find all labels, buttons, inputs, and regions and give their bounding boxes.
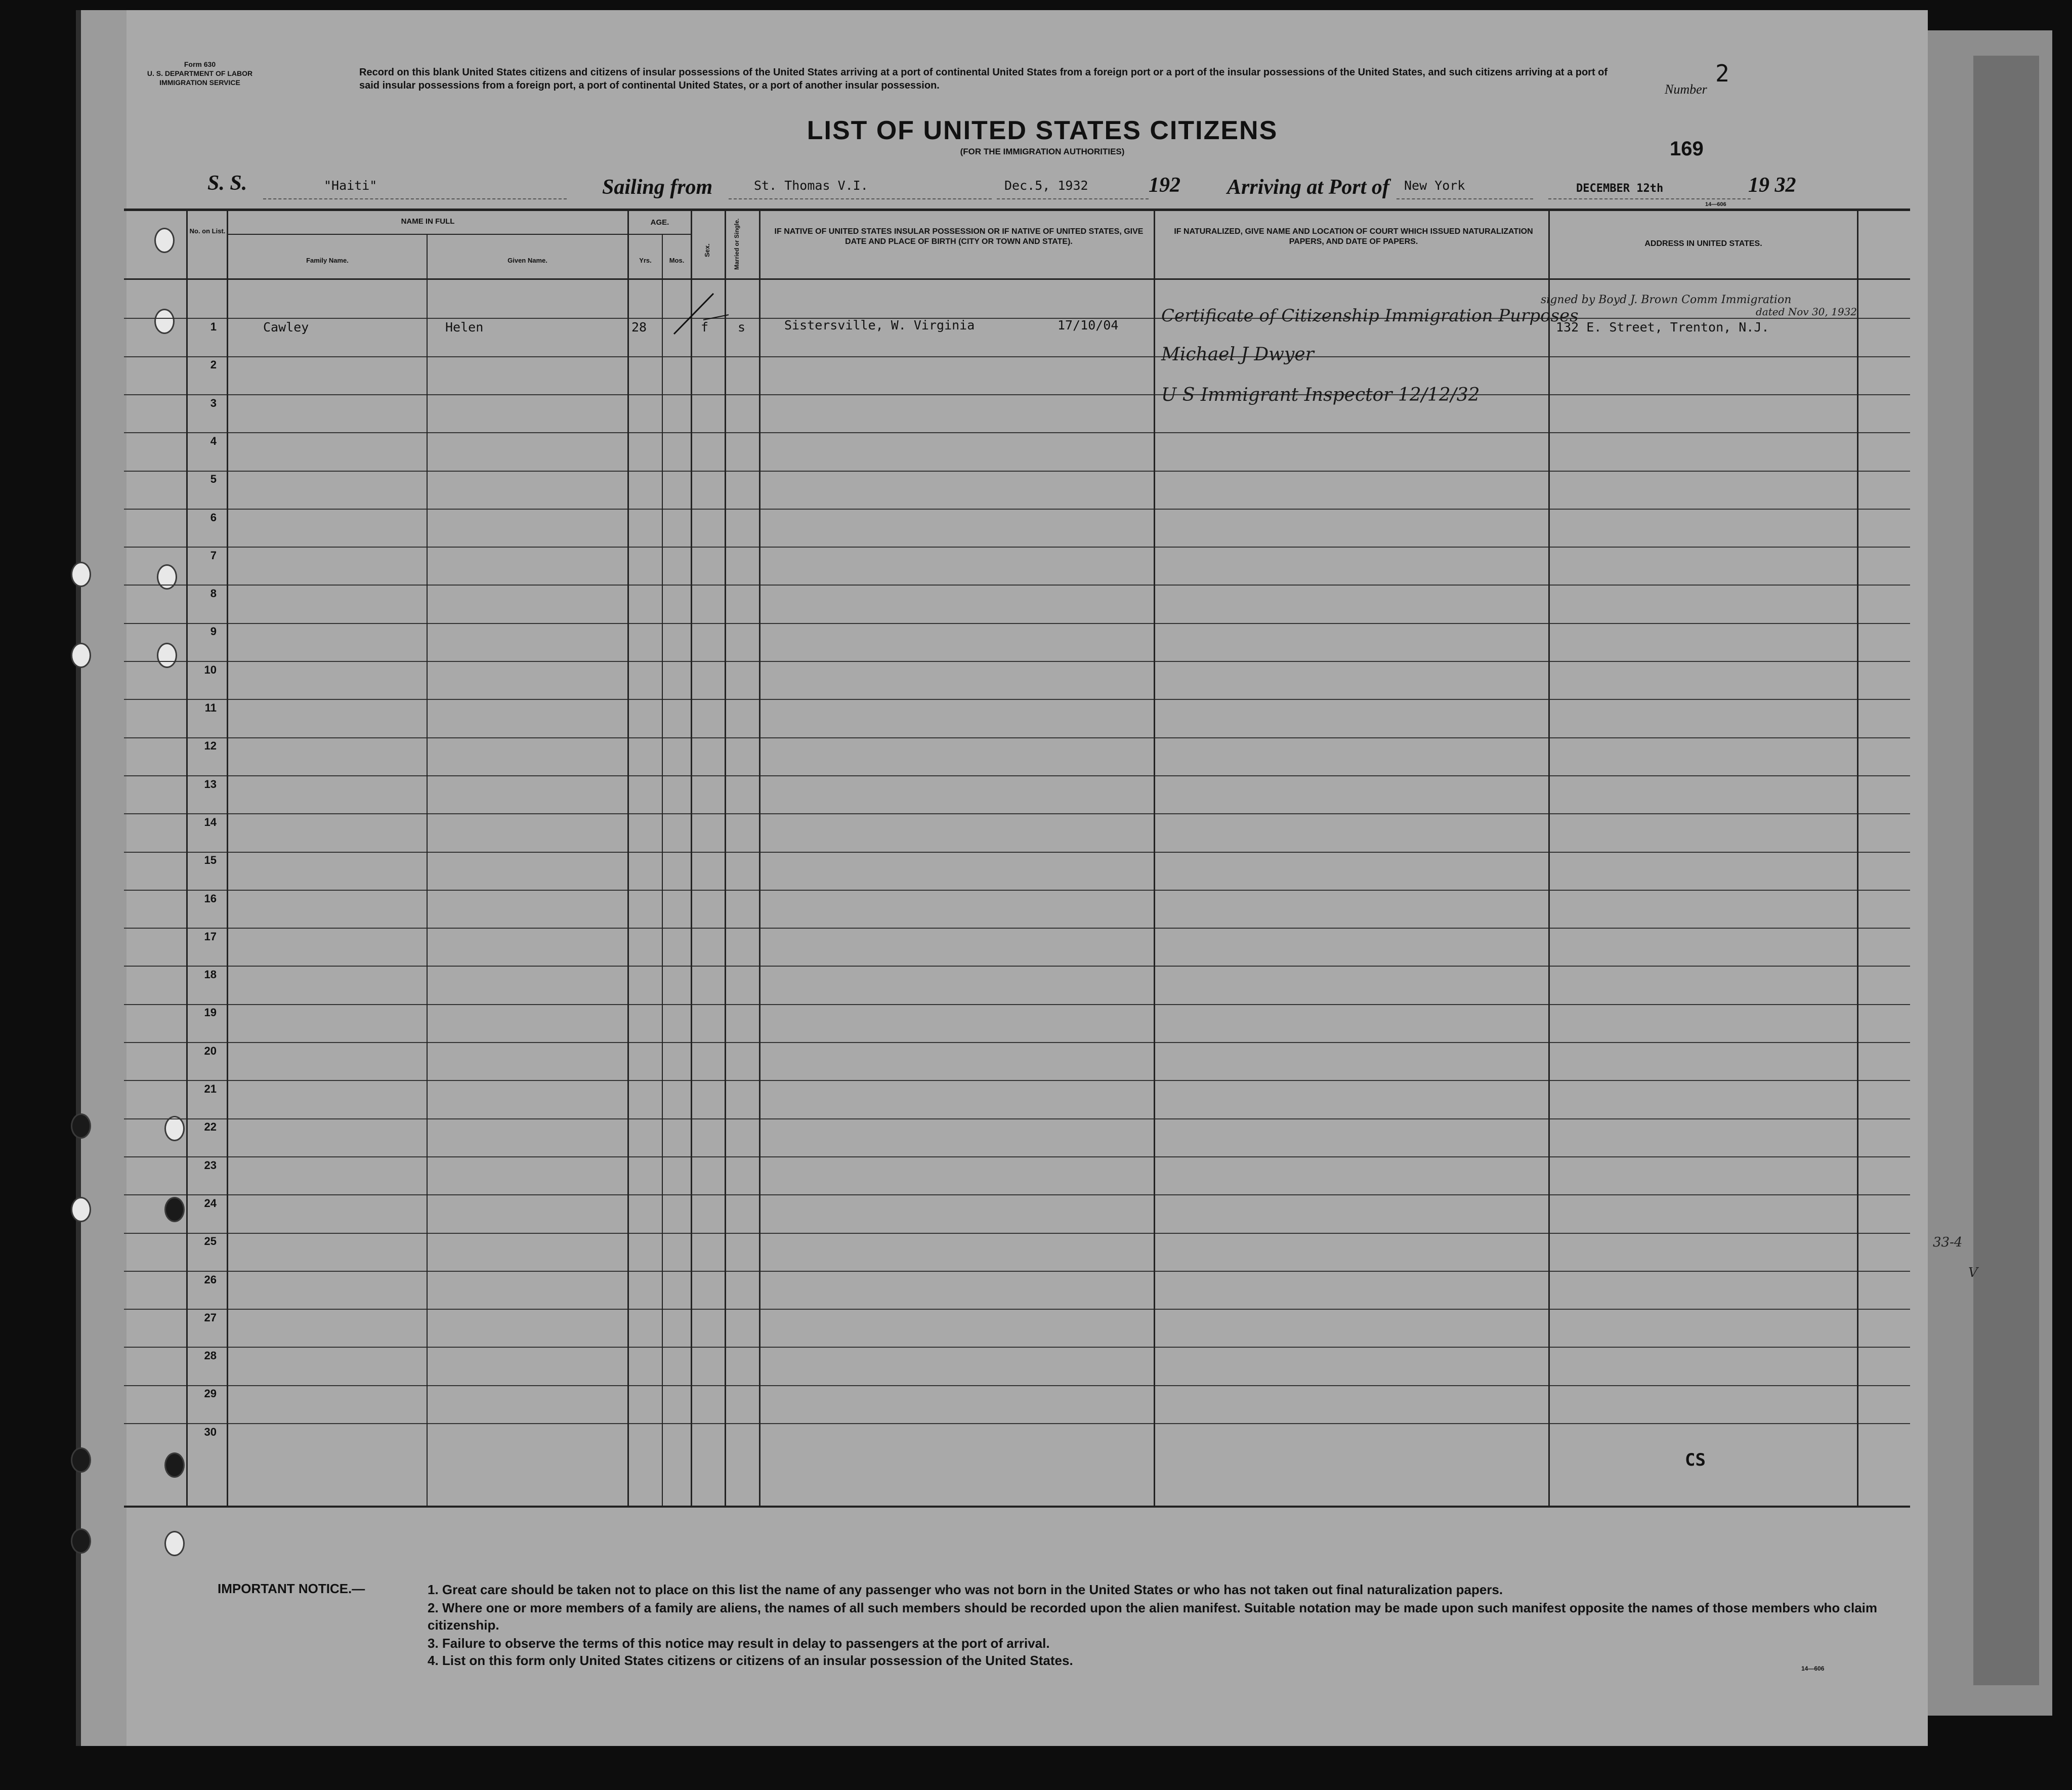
row-rule — [124, 1042, 1910, 1043]
row-number: 19 — [204, 1006, 217, 1019]
row-number: 2 — [210, 358, 217, 371]
bottom-mark: CS — [1685, 1450, 1706, 1470]
ship-name: "Haiti" — [324, 178, 377, 193]
notice-heading: IMPORTANT NOTICE.— — [218, 1581, 365, 1596]
row-rule — [124, 1118, 1910, 1119]
row-number: 21 — [204, 1083, 217, 1095]
sailing-date-rule — [997, 198, 1149, 199]
row-rule — [124, 1309, 1910, 1310]
row-number: 20 — [204, 1045, 217, 1057]
entry-naturalization-line2: Michael J Dwyer — [1161, 344, 1314, 365]
row-number: 28 — [204, 1349, 217, 1362]
row-rule — [124, 1271, 1910, 1272]
row-rule — [124, 890, 1910, 891]
entry-naturalization-line1: Certificate of Citizenship Immigration Purposes — [1161, 306, 1579, 326]
entry-birth-date: 17/10/04 — [1058, 318, 1119, 332]
entry-naturalization-line3: U S Immigrant Inspector 12/12/32 — [1161, 385, 1480, 405]
row-rule — [124, 356, 1910, 357]
binding-hole — [164, 1197, 185, 1222]
row-rule — [124, 394, 1910, 395]
row-number: 25 — [204, 1235, 217, 1247]
row-rule — [124, 432, 1910, 433]
row-rule — [124, 1233, 1910, 1234]
binding-hole — [157, 643, 177, 668]
col-divider — [725, 209, 726, 1507]
record-instructions: Record on this blank United States citizens and citizens of insular possessions of the United States arriving at a port of continental United States from a foreign port or a port of the insular possessions of the United States, and such citizens arriving at a port of said insular possessions from a foreign port, a port of continental United States, or a port of another insular possession. — [359, 67, 1608, 91]
row-number: 30 — [204, 1426, 217, 1438]
margin-note-mark: V — [1968, 1265, 1978, 1280]
col-divider — [691, 209, 692, 1507]
header-family-name: Family Name. — [306, 257, 349, 264]
col-divider — [1548, 209, 1550, 1507]
notice-item-1: 1. Great care should be taken not to place on this list the name of any passenger who was not born in the United States or who has not taken out final naturalization papers. — [428, 1582, 1503, 1597]
row-number: 23 — [204, 1159, 217, 1172]
header-address: ADDRESS IN UNITED STATES. — [1644, 239, 1762, 248]
header-bottom-border — [124, 278, 1910, 280]
sailing-from-rule — [729, 198, 992, 199]
row-rule — [124, 775, 1910, 776]
row-rule — [124, 966, 1910, 967]
pen-stroke — [703, 315, 729, 320]
page-title: LIST OF UNITED STATES CITIZENS — [807, 116, 1278, 145]
row-number: 12 — [204, 739, 217, 752]
number-label: Number — [1665, 82, 1707, 97]
row-number: 15 — [204, 854, 217, 866]
binding-hole — [164, 1531, 185, 1556]
row-number: 1 — [210, 320, 217, 333]
row-rule — [124, 471, 1910, 472]
row-number: 18 — [204, 968, 217, 981]
row-rule — [124, 1423, 1910, 1424]
header-married-single: Married or Single. — [733, 218, 740, 270]
page-subtitle: (FOR THE IMMIGRATION AUTHORITIES) — [960, 147, 1125, 156]
col-divider — [1154, 209, 1155, 1507]
binding-hole — [154, 309, 175, 334]
header-age: AGE. — [650, 218, 669, 227]
ss-label: S. S. — [207, 172, 247, 195]
row-number: 4 — [210, 435, 217, 447]
row-rule — [124, 1156, 1910, 1157]
table-top-border — [124, 209, 1910, 211]
underlying-sheet-edge — [1973, 56, 2039, 1685]
entry-address: 132 E. Street, Trenton, N.J. — [1556, 320, 1769, 335]
row-rule — [124, 1385, 1910, 1386]
header-no-on-list: No. on List. — [189, 227, 226, 235]
header-naturalized: IF NATURALIZED, GIVE NAME AND LOCATION OF COURT WHICH ISSUED NATURALIZATION PAPERS, AND DATE OF PAPERS. — [1174, 227, 1533, 246]
row-rule — [124, 623, 1910, 624]
row-number: 10 — [204, 663, 217, 676]
row-number: 27 — [204, 1311, 217, 1324]
binding-hole — [71, 1197, 91, 1222]
row-number: 7 — [210, 549, 217, 562]
form-department: U. S. DEPARTMENT OF LABOR — [147, 69, 253, 77]
binding-hole — [164, 1116, 185, 1141]
row-rule — [124, 1347, 1910, 1348]
row-rule — [124, 1080, 1910, 1081]
arrival-date-rule — [1548, 198, 1751, 199]
row-rule — [124, 737, 1910, 738]
row-number: 29 — [204, 1387, 217, 1400]
form-identifier — [116, 60, 283, 87]
row-rule — [124, 661, 1910, 662]
col-divider — [227, 209, 228, 1507]
entry-family-name: Cawley — [263, 320, 309, 335]
age-subheader-rule — [629, 234, 691, 235]
header-yrs: Yrs. — [639, 257, 652, 264]
entry-given-name: Helen — [445, 320, 484, 335]
header-given-name: Given Name. — [508, 257, 547, 264]
form-service: IMMIGRATION SERVICE — [159, 78, 240, 87]
ship-name-rule — [263, 198, 567, 199]
row-number: 11 — [204, 701, 217, 714]
col-divider — [627, 209, 629, 1507]
row-number: 17 — [204, 930, 217, 943]
arrival-date: DECEMBER 12th — [1576, 182, 1664, 195]
binding-hole — [157, 564, 177, 590]
arrival-port-rule — [1397, 198, 1533, 199]
pen-stroke — [674, 294, 713, 334]
binding-hole — [71, 1528, 91, 1554]
row-number: 8 — [210, 587, 217, 600]
form-code: 14—606 — [1801, 1665, 1825, 1672]
arrival-year: 19 32 — [1748, 174, 1796, 197]
header-birth: IF NATIVE OF UNITED STATES INSULAR POSSESSION OR IF NATIVE OF UNITED STATES, GIVE DATE AND PLACE OF BIRTH (CITY OR TOWN AND STATE). — [774, 227, 1144, 246]
row-number: 3 — [210, 397, 217, 409]
binding-hole — [71, 643, 91, 668]
row-rule — [124, 699, 1910, 700]
binding-hole — [71, 1447, 91, 1473]
row-rule — [124, 318, 1910, 319]
entry-married-single: s — [738, 320, 746, 335]
notice-item-3: 3. Failure to observe the terms of this notice may result in delay to passengers at the port of arrival. — [428, 1636, 1050, 1651]
row-number: 22 — [204, 1120, 217, 1133]
binding-strip — [81, 10, 126, 1746]
arrival-port: New York — [1404, 178, 1465, 193]
arriving-label: Arriving at Port of — [1227, 176, 1389, 199]
binding-hole — [71, 562, 91, 587]
corner-number: 169 — [1670, 138, 1704, 160]
col-divider — [759, 209, 760, 1507]
row-rule — [124, 813, 1910, 814]
row-rule — [124, 1194, 1910, 1195]
header-mos: Mos. — [669, 257, 685, 264]
row-number: 13 — [204, 778, 217, 790]
row-rule — [124, 852, 1910, 853]
margin-note-number: 33-4 — [1933, 1235, 1963, 1250]
row-number: 6 — [210, 511, 217, 524]
binding-hole — [71, 1113, 91, 1139]
row-number: 26 — [204, 1273, 217, 1286]
row-number: 5 — [210, 473, 217, 485]
row-rule — [124, 928, 1910, 929]
sailing-from-value: St. Thomas V.I. — [754, 178, 868, 193]
name-subheader-rule — [228, 234, 627, 235]
pen-strokes — [627, 283, 779, 349]
binding-hole — [154, 228, 175, 253]
form-number: Form 630 — [184, 60, 216, 68]
binding-hole — [164, 1452, 185, 1478]
row-rule — [124, 547, 1910, 548]
row-number: 24 — [204, 1197, 217, 1210]
sailing-from-label: Sailing from — [602, 176, 713, 199]
entry-birth-place: Sistersville, W. Virginia — [784, 318, 975, 332]
year-prefix: 192 — [1149, 174, 1180, 197]
header-name-in-full: NAME IN FULL — [401, 217, 455, 226]
entry-sex: f — [701, 320, 709, 335]
sailing-date: Dec.5, 1932 — [1004, 178, 1088, 193]
print-code: 14—606 — [1705, 201, 1726, 207]
number-value: 2 — [1715, 60, 1729, 87]
col-divider — [1857, 209, 1858, 1507]
row-rule — [124, 1004, 1910, 1005]
entry-age-yrs: 28 — [631, 320, 647, 335]
row-number: 16 — [204, 892, 217, 905]
row-rule — [124, 585, 1910, 586]
col-divider — [427, 234, 428, 1507]
row-number: 9 — [210, 625, 217, 638]
entry-address-note-line2: dated Nov 30, 1932 — [1756, 306, 1857, 318]
col-divider — [662, 234, 663, 1507]
notice-item-2: 2. Where one or more members of a family are aliens, the names of all such members should be recorded upon the alien manifest. Suitable notation may be made upon such manifest opposite the names of those members who claim citizenship. — [428, 1600, 1878, 1633]
header-sex: Sex. — [703, 243, 711, 258]
manifest-page — [76, 10, 1928, 1746]
entry-address-note-line1: signed by Boyd J. Brown Comm Immigration — [1541, 294, 1792, 306]
row-rule — [124, 509, 1910, 510]
row-number: 14 — [204, 816, 217, 828]
table-bottom-border — [124, 1506, 1910, 1508]
notice-item-4: 4. List on this form only United States citizens or citizens of an insular possession of the United States. — [428, 1653, 1073, 1668]
